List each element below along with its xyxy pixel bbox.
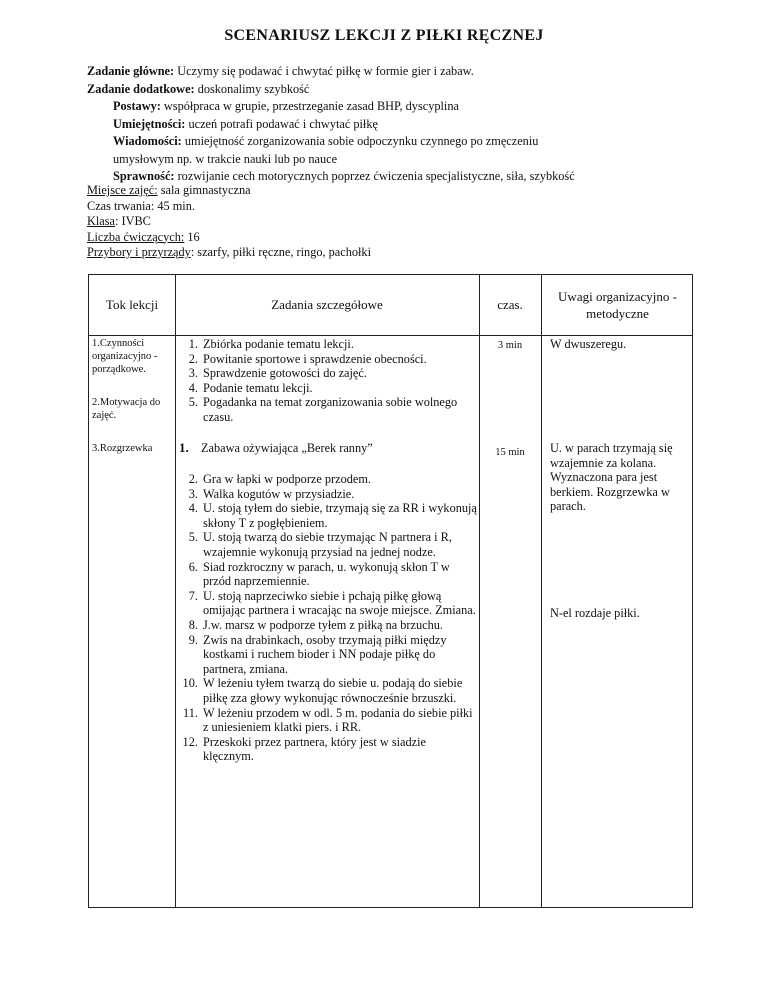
section2-tasks xyxy=(177,472,477,764)
fitness-label: Sprawność: xyxy=(113,169,175,183)
list-item: 4. U. stoją tyłem do siebie, trzymają się za RR i wykonują skłony T z pogłębieniem. xyxy=(201,501,477,530)
column-divider xyxy=(479,275,480,907)
list-item: 3. Walka kogutów w przysiadzie. xyxy=(201,487,477,502)
extra-task-label: Zadanie dodatkowe: xyxy=(87,81,195,96)
lesson-goals xyxy=(87,63,727,186)
section2-note-2: N-el rozdaje piłki. xyxy=(550,606,640,620)
list-item: 5. Pogadanka na temat zorganizowania sobie wolnego czasu. xyxy=(201,395,477,424)
count-value: 16 xyxy=(184,229,200,244)
section2-first-task-text: Zabawa ożywiająca „Berek ranny” xyxy=(201,441,373,455)
knowledge-text: umiejętność zorganizowania sobie odpoczynku czynnego po zmęczeniu xyxy=(181,134,539,148)
section2-note-1: U. w parach trzymają się wzajemnie za kolana. Wyznaczona para jest berkiem. Rozgrzewka w parach. xyxy=(550,441,673,514)
skills-text: uczeń potrafi podawać i chwytać piłkę xyxy=(185,116,378,131)
list-item: 6. Siad rozkroczny w parach, u. wykonują skłon T w przód naprzemiennie. xyxy=(201,560,477,589)
duration-value: 45 min. xyxy=(154,198,195,213)
list-item: 9. Zwis na drabinkach, osoby trzymają piłki między kostkami i ruchem bioder i NN podaje piłkę do partnera, zmiana. xyxy=(201,633,477,677)
section1-label-b: 2.Motywacja do zajęć. xyxy=(92,397,161,421)
list-item: 11. W leżeniu przodem w odl. 5 m. podania do siebie piłki z uniesieniem klatki piers. i RR. xyxy=(201,706,477,735)
section2-first-task xyxy=(177,441,477,456)
section1-label-a: 1.Czynności organizacyjno - porządkowe. xyxy=(92,338,158,375)
class-value: : IVBC xyxy=(115,214,151,228)
list-item: 2. Powitanie sportowe i sprawdzenie obecności. xyxy=(201,352,477,367)
knowledge-text-continued: umysłowym np. w trakcie nauki lub po nauce xyxy=(113,151,338,166)
document-title: SCENARIUSZ LEKCJI Z PIŁKI RĘCZNEJ xyxy=(224,27,544,44)
header-uwagi: Uwagi organizacyjno - metodyczne xyxy=(558,289,677,321)
equipment-value: : szarfy, piłki ręczne, ringo, pachołki xyxy=(190,245,371,259)
list-item: 4. Podanie tematu lekcji. xyxy=(201,381,477,396)
section1-time: 3 min xyxy=(497,340,523,351)
list-item: 10. W leżeniu tyłem twarzą do siebie u. podają do siebie piłkę zza głowy wykonując równocześnie brzuszki. xyxy=(201,676,477,705)
section1-tasks xyxy=(177,337,477,425)
attitudes-label: Postawy: xyxy=(113,99,161,113)
main-task-label: Zadanie główne: xyxy=(87,64,175,78)
lesson-table xyxy=(88,274,693,908)
knowledge-label: Wiadomości: xyxy=(113,134,182,148)
section2-first-number: 1. xyxy=(179,440,189,455)
list-item: 2. Gra w łapki w podporze przodem. xyxy=(201,472,477,487)
skills-label: Umiejętności: xyxy=(113,116,186,131)
header-tok-lekcji: Tok lekcji xyxy=(105,297,159,312)
list-item: 5. U. stoją twarzą do siebie trzymając N partnera i R, wzajemnie wykonują przysiad na jednej nodze. xyxy=(201,530,477,559)
header-divider xyxy=(89,335,692,336)
duration-label: Czas trwania: xyxy=(87,198,155,213)
section2-time: 15 min xyxy=(495,447,525,458)
attitudes-text: współpraca w grupie, przestrzeganie zasad BHP, dyscyplina xyxy=(160,99,459,113)
equipment-label: Przybory i przyrządy xyxy=(87,245,191,259)
list-item: 3. Sprawdzenie gotowości do zajęć. xyxy=(201,366,477,381)
list-item: 12. Przeskoki przez partnera, który jest w siadzie klęcznym. xyxy=(201,735,477,764)
column-divider xyxy=(175,275,176,907)
column-divider xyxy=(541,275,542,907)
list-item: 7. U. stoją naprzeciwko siebie i pchają piłkę głową omijając partnera i wracając na swoje miejsce. Zmiana. xyxy=(201,589,477,618)
place-value: sala gimnastyczna xyxy=(157,183,251,197)
class-label: Klasa xyxy=(87,214,115,228)
list-item: 8. J.w. marsz w podporze tyłem z piłką na brzuchu. xyxy=(201,618,477,633)
main-task-text: Uczymy się podawać i chwytać piłkę w formie gier i zabaw. xyxy=(174,64,474,78)
fitness-text: rozwijanie cech motorycznych poprzez ćwiczenia specjalistyczne, siła, szybkość xyxy=(174,169,575,183)
count-label: Liczba ćwiczących: xyxy=(87,229,185,244)
list-item: 1. Zbiórka podanie tematu lekcji. xyxy=(201,337,477,352)
header-zadania: Zadania szczegółowe xyxy=(271,297,383,312)
header-czas: czas. xyxy=(497,297,523,312)
section1-note: W dwuszeregu. xyxy=(550,337,627,351)
lesson-info xyxy=(87,183,371,261)
section2-label: 3.Rozgrzewka xyxy=(92,443,153,454)
extra-task-text: doskonalimy szybkość xyxy=(194,81,310,96)
place-label: Miejsce zajęć: xyxy=(87,183,158,197)
